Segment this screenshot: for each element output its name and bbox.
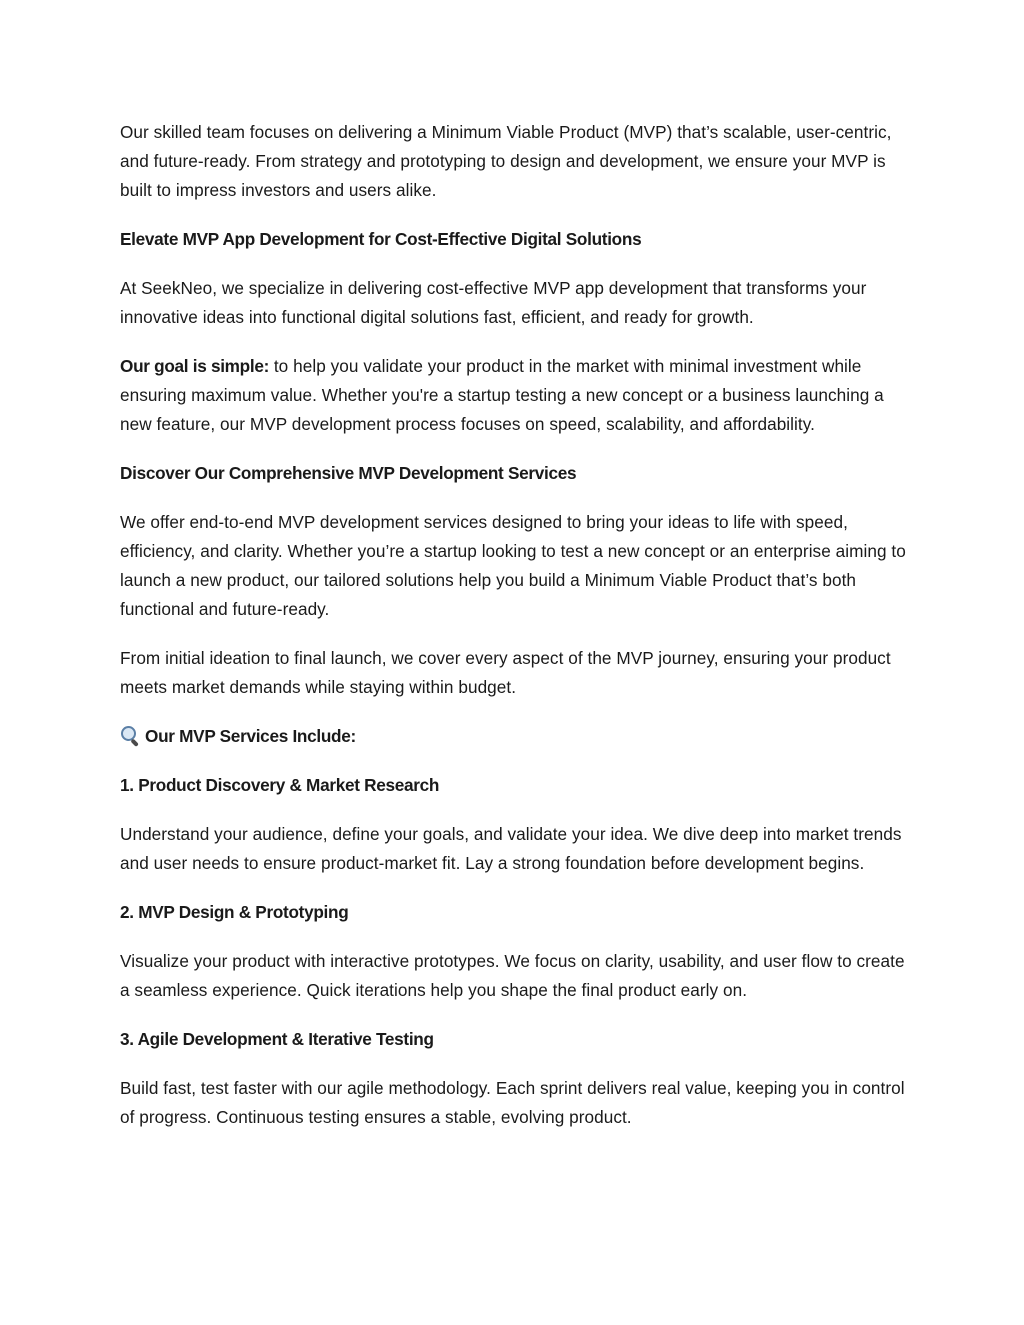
service-text-3: Build fast, test faster with our agile methodology. Each sprint delivers real value, keeping you in control of progress. Continuous testing ensures a stable, evolving product. bbox=[120, 1078, 905, 1127]
service-text-2: Visualize your product with interactive prototypes. We focus on clarity, usability, and user flow to create a seamless experience. Quick iterations help you shape the final product early on. bbox=[120, 951, 905, 1000]
offer-paragraph: We offer end-to-end MVP development services designed to bring your ideas to life with speed, efficiency, and clarity. Whether you’re a startup looking to test a new concept or an enterprise aiming to launch a new product, our tailored solutions help you build a Minimum Viable Product that’s both functional and future-ready. bbox=[120, 512, 906, 619]
goal-lead: Our goal is simple: bbox=[120, 356, 270, 376]
goal-text: to help you validate your product in the market with minimal investment while ensuring maximum value. Whether you're a startup testing a new concept or a business launching a new feature, our MVP development process focuses on speed, scalability, and affordability. bbox=[120, 356, 884, 434]
magnifying-glass-icon bbox=[120, 725, 140, 745]
services-heading-label: Our MVP Services Include: bbox=[145, 726, 356, 746]
document-page bbox=[120, 118, 910, 1152]
service-title-1: 1. Product Discovery & Market Research bbox=[120, 775, 440, 795]
intro-paragraph: Our skilled team focuses on delivering a Minimum Viable Product (MVP) that’s scalable, user-centric, and future-ready. From strategy and prototyping to design and development, we ensure your MVP is built to impress investors and users alike. bbox=[120, 122, 892, 200]
ideation-paragraph: From initial ideation to final launch, we cover every aspect of the MVP journey, ensuring your product meets market demands while staying within budget. bbox=[120, 648, 891, 697]
services-heading bbox=[120, 722, 910, 751]
heading-elevate: Elevate MVP App Development for Cost-Effective Digital Solutions bbox=[120, 229, 642, 249]
seekneo-paragraph: At SeekNeo, we specialize in delivering cost-effective MVP app development that transforms your innovative ideas into functional digital solutions fast, efficient, and ready for growth. bbox=[120, 278, 867, 327]
heading-discover: Discover Our Comprehensive MVP Development Services bbox=[120, 463, 577, 483]
goal-paragraph bbox=[120, 352, 910, 439]
service-title-2: 2. MVP Design & Prototyping bbox=[120, 902, 349, 922]
service-title-3: 3. Agile Development & Iterative Testing bbox=[120, 1029, 434, 1049]
service-text-1: Understand your audience, define your goals, and validate your idea. We dive deep into market trends and user needs to ensure product-market fit. Lay a strong foundation before development begins. bbox=[120, 824, 902, 873]
